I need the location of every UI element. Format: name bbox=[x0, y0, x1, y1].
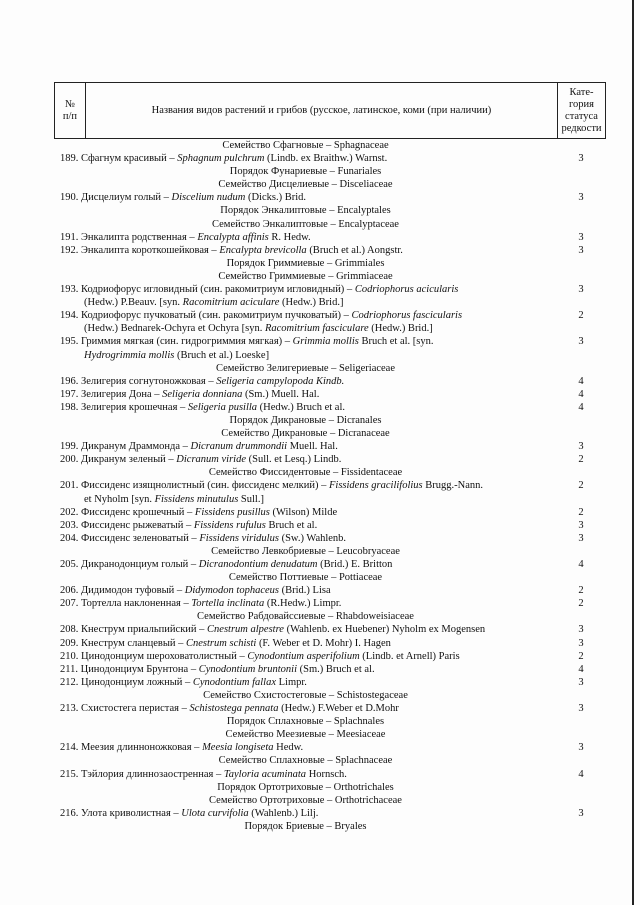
species-name-latin: Seligeria donniana bbox=[162, 388, 243, 400]
species-author: Bruch et al. [syn. bbox=[358, 336, 434, 348]
species-name-latin: Ulota curvifolia bbox=[181, 807, 249, 819]
species-name-latin: Seligeria campylopoda Kindb. bbox=[216, 375, 345, 387]
species-name-latin: Cnestrum alpestre bbox=[207, 624, 284, 636]
species-row bbox=[54, 479, 606, 492]
header-number-line1: № bbox=[64, 98, 75, 110]
taxon-heading-text: Семейство Зелигериевые – Seligeriaceae bbox=[216, 362, 395, 374]
taxon-heading bbox=[54, 178, 606, 191]
header-category-line3: статуса bbox=[565, 110, 598, 122]
species-name-latin: Tortella inclinata bbox=[191, 598, 265, 610]
species-name-russian: 189. Сфагнум красивый – bbox=[60, 153, 178, 165]
taxon-heading bbox=[54, 820, 606, 833]
species-row bbox=[54, 741, 606, 754]
species-row bbox=[54, 532, 606, 545]
page-edge bbox=[632, 0, 634, 905]
taxon-heading bbox=[54, 414, 606, 427]
species-name bbox=[54, 637, 557, 650]
species-row-continuation bbox=[54, 322, 606, 335]
species-name-latin: Hydrogrimmia mollis bbox=[84, 349, 175, 361]
species-name-latin: Encalypta brevicolla bbox=[219, 244, 307, 256]
taxon-heading bbox=[54, 715, 606, 728]
species-row bbox=[54, 388, 606, 401]
rarity-category: 2 bbox=[578, 650, 584, 662]
species-name bbox=[54, 676, 557, 689]
species-name-latin: Grimmia mollis bbox=[292, 336, 359, 348]
species-name-russian: 202. Фиссиденс крошечный – bbox=[60, 506, 195, 518]
header-category-line2: гория bbox=[569, 98, 594, 110]
table-header bbox=[54, 82, 606, 139]
taxon-heading bbox=[54, 610, 606, 623]
species-author: (Hedw.) F.Weber et D.Mohr bbox=[278, 703, 399, 715]
species-author: Sull.] bbox=[238, 493, 264, 505]
taxon-heading-text: Семейство Схистостеговые – Schistostegaceae bbox=[203, 689, 408, 701]
species-name bbox=[54, 532, 557, 545]
species-name-latin: Discelium nudum bbox=[171, 192, 246, 204]
species-name bbox=[54, 741, 557, 754]
taxon-heading-text: Порядок Дикрановые – Dicranales bbox=[229, 414, 382, 426]
species-name-russian: 195. Гриммия мягкая (син. гидрогриммия мягкая) – bbox=[60, 336, 293, 348]
species-name-latin: Sphagnum pulchrum bbox=[177, 153, 265, 165]
taxon-heading bbox=[54, 139, 606, 152]
species-name-latin: Cynodontium fallax bbox=[192, 676, 277, 688]
species-name bbox=[54, 349, 557, 362]
rarity-category: 3 bbox=[578, 807, 584, 819]
species-name-russian: 193. Кодриофорус игловидный (син. ракомитриум игловидный) – bbox=[60, 284, 355, 296]
species-name-russian: 203. Фиссиденс рыжеватый – bbox=[60, 519, 194, 531]
header-name-cell: Названия видов растений и грибов (русское, латинское, коми (при наличии) bbox=[85, 83, 557, 139]
species-name bbox=[54, 283, 557, 296]
species-name-latin: Codriophorus fascicularis bbox=[351, 310, 463, 322]
species-author: (Lindb. et Arnell) Paris bbox=[359, 650, 460, 662]
rarity-category: 4 bbox=[578, 663, 584, 675]
taxon-heading bbox=[54, 466, 606, 479]
species-name bbox=[54, 453, 557, 466]
taxon-heading-text: Порядок Бриевые – Bryales bbox=[244, 820, 367, 832]
species-author: (Bruch et al.) Aongstr. bbox=[306, 244, 403, 256]
species-name-russian: 196. Зелигерия согнутоножковая – bbox=[60, 375, 217, 387]
taxon-heading bbox=[54, 427, 606, 440]
species-row bbox=[54, 152, 606, 165]
taxon-heading-text: Семейство Поттиевые – Pottiaceae bbox=[228, 572, 383, 584]
species-name-latin: Fissidens viridulus bbox=[199, 532, 279, 544]
taxon-heading bbox=[54, 165, 606, 178]
species-name-latin: Racomitrium aciculare bbox=[182, 297, 280, 309]
species-name-latin: Cnestrum schisti bbox=[186, 637, 257, 649]
species-row bbox=[54, 309, 606, 322]
taxon-heading bbox=[54, 204, 606, 217]
species-name-latin: Tayloria acuminata bbox=[223, 768, 307, 780]
rarity-category: 3 bbox=[578, 703, 584, 715]
species-name-latin: Dicranum drummondii bbox=[190, 441, 288, 453]
taxon-heading-text: Порядок Сплахновые – Splachnales bbox=[226, 716, 385, 728]
species-name bbox=[54, 597, 557, 610]
species-row bbox=[54, 623, 606, 636]
species-author: Bruch et al. bbox=[265, 519, 318, 531]
species-name-latin: Codriophorus acicularis bbox=[354, 284, 459, 296]
species-name bbox=[54, 558, 557, 571]
species-name bbox=[54, 296, 557, 309]
rarity-category: 3 bbox=[578, 519, 584, 531]
species-name bbox=[54, 191, 557, 204]
species-name-russian: 216. Улота криволистная – bbox=[60, 807, 182, 819]
species-author: (Sull. et Lesq.) Lindb. bbox=[246, 454, 342, 466]
species-name bbox=[54, 244, 557, 257]
rarity-category: 2 bbox=[578, 598, 584, 610]
species-name-latin: Racomitrium fasciculare bbox=[264, 323, 369, 335]
rarity-category: 3 bbox=[578, 153, 584, 165]
species-author: (Brid.) Lisa bbox=[279, 585, 331, 597]
species-author: Hedw. bbox=[273, 742, 304, 754]
species-author: (Wilson) Milde bbox=[269, 506, 338, 518]
species-name-latin: Didymodon tophaceus bbox=[184, 585, 279, 597]
species-row bbox=[54, 702, 606, 715]
species-row bbox=[54, 519, 606, 532]
species-author: R. Hedw. bbox=[268, 231, 311, 243]
species-author: (R.Hedw.) Limpr. bbox=[264, 598, 342, 610]
rarity-category: 4 bbox=[578, 559, 584, 570]
species-row bbox=[54, 558, 606, 571]
species-row bbox=[54, 597, 606, 610]
rarity-category: 3 bbox=[578, 532, 584, 544]
species-name-russian: 212. Цинодонциум ложный – bbox=[60, 676, 193, 688]
rarity-category: 3 bbox=[578, 244, 584, 256]
species-name-russian: (Hedw.) Bednarek-Ochyra et Ochyra [syn. bbox=[84, 323, 265, 335]
species-name bbox=[54, 335, 557, 348]
species-name bbox=[54, 322, 557, 335]
taxon-heading bbox=[54, 218, 606, 231]
species-name-latin: Cynodontium asperifolium bbox=[247, 650, 360, 662]
species-row bbox=[54, 650, 606, 663]
species-name-russian: 190. Дисцелиум голый – bbox=[60, 192, 172, 204]
taxon-heading-text: Семейство Дикрановые – Dicranaceae bbox=[221, 428, 390, 440]
species-name-russian: (Hedw.) P.Beauv. [syn. bbox=[84, 297, 183, 309]
species-name bbox=[54, 375, 557, 388]
species-author: (Hedw.) Brid.] bbox=[368, 323, 433, 335]
species-row bbox=[54, 231, 606, 244]
species-name bbox=[54, 388, 557, 401]
species-author: (Lindb. ex Braithw.) Warnst. bbox=[264, 153, 388, 165]
rarity-category: 3 bbox=[578, 284, 584, 296]
species-name bbox=[54, 702, 557, 715]
rarity-category: 3 bbox=[578, 231, 584, 243]
rarity-category: 3 bbox=[578, 192, 584, 204]
species-name-latin: Fissidens rufulus bbox=[193, 519, 266, 531]
taxon-heading-text: Семейство Энкалиптовые – Encalyptaceae bbox=[212, 218, 399, 230]
species-name-latin: Encalypta affinis bbox=[197, 231, 269, 243]
species-name-russian: 214. Меезия длинноножковая – bbox=[60, 742, 203, 754]
taxon-heading bbox=[54, 362, 606, 375]
species-author: (Bruch et al.) Loeske] bbox=[174, 349, 270, 361]
header-number-cell bbox=[55, 83, 86, 139]
rarity-category: 3 bbox=[578, 336, 584, 348]
species-row-continuation bbox=[54, 349, 606, 362]
rarity-category: 2 bbox=[578, 310, 584, 322]
species-name bbox=[54, 650, 557, 663]
species-name-russian: 204. Фиссиденс зеленоватый – bbox=[60, 532, 200, 544]
rarity-category: 3 bbox=[578, 676, 584, 688]
species-row bbox=[54, 676, 606, 689]
species-name bbox=[54, 663, 557, 676]
species-row bbox=[54, 335, 606, 348]
species-name bbox=[54, 309, 557, 322]
species-author: (Wahlenb.) Lilj. bbox=[248, 807, 319, 819]
species-name bbox=[54, 152, 557, 165]
species-name-russian: 197. Зелигерия Дона – bbox=[60, 388, 163, 400]
species-name bbox=[54, 493, 557, 506]
rarity-category: 4 bbox=[578, 401, 584, 413]
species-name-latin: Dicranum viride bbox=[176, 454, 246, 466]
species-name-russian: 198. Зелигерия крошечная – bbox=[60, 401, 188, 413]
species-name-russian: 201. Фиссиденс изящнолистный (син. фиссиденс мелкий) – bbox=[60, 480, 329, 492]
species-row bbox=[54, 453, 606, 466]
rarity-category: 4 bbox=[578, 388, 584, 400]
species-name bbox=[54, 807, 557, 820]
species-row-continuation bbox=[54, 493, 606, 506]
species-author: Brugg.-Nann. bbox=[422, 480, 484, 492]
taxon-heading-text: Семейство Гриммиевые – Grimmiaceae bbox=[218, 270, 393, 282]
species-name-latin: Fissidens minutulus bbox=[154, 493, 239, 505]
rarity-category: 2 bbox=[578, 454, 584, 466]
taxon-heading bbox=[54, 781, 606, 794]
species-row bbox=[54, 283, 606, 296]
species-list bbox=[54, 139, 606, 833]
rarity-category: 2 bbox=[578, 585, 584, 597]
species-row bbox=[54, 768, 606, 781]
species-row bbox=[54, 807, 606, 820]
header-number-line2: п/п bbox=[62, 110, 78, 122]
taxon-heading-text: Порядок Энкалиптовые – Encalyptales bbox=[220, 205, 391, 217]
species-name-latin: Fissidens gracilifolius bbox=[329, 480, 423, 492]
taxon-heading-text: Порядок Фунариевые – Funariales bbox=[229, 166, 382, 178]
species-name bbox=[54, 440, 557, 453]
species-author: Limpr. bbox=[276, 676, 307, 688]
taxon-heading-text: Семейство Рабдовайссиевые – Rhabdoweisiaceae bbox=[197, 611, 414, 623]
taxon-heading bbox=[54, 257, 606, 270]
rarity-category: 2 bbox=[578, 480, 584, 492]
taxon-heading-text: Семейство Фиссидентовые – Fissidentaceae bbox=[208, 467, 403, 479]
species-row bbox=[54, 440, 606, 453]
species-row bbox=[54, 375, 606, 388]
taxon-heading bbox=[54, 545, 606, 558]
species-name-latin: Dicranodontium denudatum bbox=[198, 559, 318, 570]
rarity-category: 3 bbox=[578, 637, 584, 649]
species-author: (Wahlenb. ex Huebener) Nyholm ex Mogensen bbox=[283, 624, 486, 636]
species-row bbox=[54, 637, 606, 650]
species-name-russian: 213. Схистостега перистая – bbox=[60, 703, 190, 715]
species-name bbox=[54, 768, 557, 781]
species-name-russian: 208. Кнеструм приальпийский – bbox=[60, 624, 208, 636]
taxon-heading bbox=[54, 754, 606, 767]
species-author: (Brid.) E. Britton bbox=[317, 559, 393, 570]
species-name-russian: 206. Дидимодон туфовый – bbox=[60, 585, 185, 597]
species-name-russian: 211. Цинодонциум Брунтона – bbox=[60, 663, 199, 675]
rarity-category: 3 bbox=[578, 742, 584, 754]
species-row bbox=[54, 663, 606, 676]
species-row bbox=[54, 401, 606, 414]
species-name-russian: 205. Дикранодонциум голый – bbox=[60, 559, 199, 570]
species-name bbox=[54, 519, 557, 532]
species-name bbox=[54, 584, 557, 597]
species-name-latin: Seligeria pusilla bbox=[187, 401, 258, 413]
species-name-russian: 194. Кодриофорус пучковатый (син. ракомитриум пучковатый) – bbox=[60, 310, 352, 322]
taxon-heading-text: Порядок Ортотриховые – Orthotrichales bbox=[217, 781, 394, 793]
taxon-heading bbox=[54, 571, 606, 584]
taxon-heading bbox=[54, 728, 606, 741]
rarity-category: 4 bbox=[578, 375, 584, 387]
taxon-heading-text: Семейство Левкобриевые – Leucobryaceae bbox=[211, 545, 400, 557]
species-row bbox=[54, 584, 606, 597]
species-name-latin: Schistostega pennata bbox=[189, 703, 279, 715]
species-name-russian: 210. Цинодонциум шероховатолистный – bbox=[60, 650, 248, 662]
species-name-latin: Cynodontium bruntonii bbox=[198, 663, 297, 675]
taxon-heading bbox=[54, 794, 606, 807]
species-author: (Hedw.) Brid.] bbox=[279, 297, 344, 309]
species-name-russian: 200. Дикранум зеленый – bbox=[60, 454, 177, 466]
taxon-heading-text: Семейство Сфагновые – Sphagnaceae bbox=[222, 140, 389, 151]
rarity-category: 4 bbox=[578, 768, 584, 780]
taxon-heading-text: Семейство Сплахновые – Splachnaceae bbox=[218, 755, 393, 767]
species-author: (Sm.) Bruch et al. bbox=[297, 663, 375, 675]
species-name bbox=[54, 231, 557, 244]
species-author: (Sw.) Wahlenb. bbox=[278, 532, 347, 544]
taxon-heading bbox=[54, 689, 606, 702]
species-author: (Dicks.) Brid. bbox=[245, 192, 307, 204]
species-name-russian: 215. Тэйлория длиннозаостренная – bbox=[60, 768, 224, 780]
rarity-category: 3 bbox=[578, 624, 584, 636]
species-name-latin: Fissidens pusillus bbox=[194, 506, 270, 518]
species-row bbox=[54, 191, 606, 204]
species-author: Hornsch. bbox=[306, 768, 347, 780]
taxon-heading-text: Порядок Гриммиевые – Grimmiales bbox=[226, 257, 385, 269]
species-name-russian: 209. Кнеструм сланцевый – bbox=[60, 637, 187, 649]
header-category-line1: Кате- bbox=[569, 86, 594, 98]
rarity-category: 3 bbox=[578, 441, 584, 453]
species-name-russian: 199. Дикранум Драммонда – bbox=[60, 441, 191, 453]
taxon-heading-text: Семейство Дисцелиевые – Disceliaceae bbox=[218, 179, 393, 191]
species-name bbox=[54, 401, 557, 414]
species-name-russian: 192. Энкалипта короткошейковая – bbox=[60, 244, 220, 256]
species-name bbox=[54, 623, 557, 636]
taxon-heading-text: Семейство Меезиевые – Meesiaceae bbox=[225, 729, 386, 741]
species-name bbox=[54, 479, 557, 492]
header-category-line4: редкости bbox=[561, 122, 602, 134]
species-name bbox=[54, 506, 557, 519]
species-author: (F. Weber et D. Mohr) I. Hagen bbox=[256, 637, 391, 649]
species-name-russian: et Nyholm [syn. bbox=[84, 493, 155, 505]
species-author: Muell. Hal. bbox=[287, 441, 338, 453]
species-name-russian: 191. Энкалипта родственная – bbox=[60, 231, 198, 243]
species-name-latin: Meesia longiseta bbox=[202, 742, 274, 754]
species-author: (Hedw.) Bruch et al. bbox=[257, 401, 345, 413]
species-author: (Sm.) Muell. Hal. bbox=[242, 388, 320, 400]
taxon-heading-text: Семейство Ортотриховые – Orthotrichaceae bbox=[209, 794, 402, 806]
species-row bbox=[54, 244, 606, 257]
species-name-russian: 207. Тортелла наклоненная – bbox=[60, 598, 192, 610]
species-row bbox=[54, 506, 606, 519]
taxon-heading bbox=[54, 270, 606, 283]
rarity-category: 2 bbox=[578, 506, 584, 518]
header-category-cell bbox=[558, 83, 606, 139]
species-row-continuation bbox=[54, 296, 606, 309]
